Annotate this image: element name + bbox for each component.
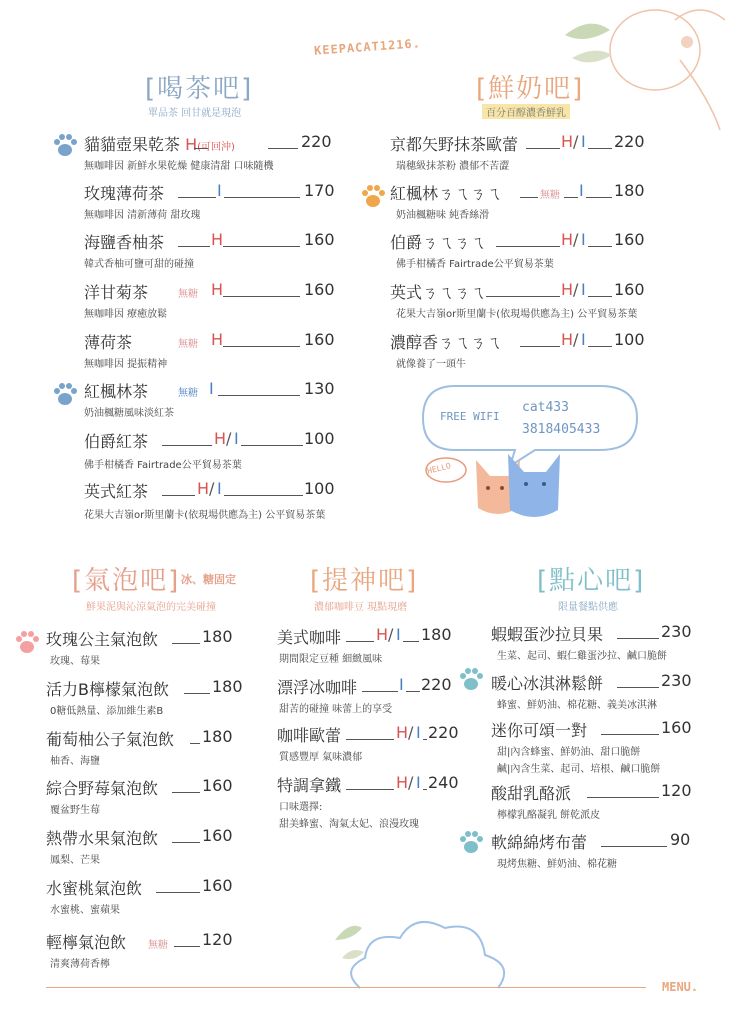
menu-item [84, 280, 167, 320]
no-sugar-tag: 無糖 [178, 388, 198, 399]
hot-option: H [211, 230, 224, 249]
snack-section-subtitle: 限量餐點供應 [558, 602, 618, 613]
item-name: 軟綿綿烤布蕾 [491, 833, 588, 852]
item-price: 160 [202, 876, 233, 895]
item-desc: 鳳梨、芒果 [50, 855, 100, 866]
item-desc: 無咖啡因 療癒放鬆 [84, 309, 168, 320]
item-name: 紅楓林ㄋㄟㄋㄟ [390, 184, 503, 203]
menu-item [390, 330, 502, 370]
menu-item [84, 181, 200, 221]
item-name: 玫瑰公主氣泡飲 [46, 630, 159, 649]
menu-item [390, 280, 637, 320]
item-name: 玫瑰薄荷茶 [84, 184, 165, 203]
item-price: 160 [661, 718, 692, 737]
item-name: 英式ㄋㄟㄋㄟ [390, 283, 487, 302]
iced-option: I [579, 181, 584, 200]
item-desc: 玫瑰、莓果 [50, 656, 100, 667]
option-separator: / [573, 230, 579, 249]
item-name: 貓貓壺果乾茶 [84, 135, 181, 154]
item-desc: 佛手柑橘香 Fairtrade公平貿易茶葉 [396, 259, 554, 270]
item-desc: 現烤焦糖、鮮奶油、棉花糖 [497, 859, 617, 870]
option-separator: / [408, 773, 414, 792]
menu-item [390, 230, 554, 270]
menu-item [46, 826, 158, 866]
option-separator: / [209, 479, 215, 498]
item-desc: 無咖啡因 新鮮水果乾燥 健康清甜 口味隨機 [84, 161, 274, 172]
option-separator: / [226, 429, 232, 448]
option-separator: / [408, 723, 414, 742]
item-name: 暖心冰淇淋鬆餅 [491, 674, 604, 693]
item-desc: 蜂蜜、鮮奶油、棉花糖、義美冰淇淋 [497, 700, 657, 711]
hot-option: H [396, 773, 409, 792]
wifi-password: 3818405433 [522, 422, 601, 437]
item-price: 180 [212, 677, 243, 696]
item-price: 90 [670, 830, 691, 849]
menu-item [84, 379, 174, 419]
iced-option: I [581, 132, 586, 151]
menu-item [46, 627, 158, 667]
item-price: 180 [202, 727, 233, 746]
item-price: 180 [614, 181, 645, 200]
item-name: 葡萄柚公子氣泡飲 [46, 730, 175, 749]
menu-item [390, 132, 518, 172]
item-price: 100 [614, 330, 645, 349]
item-price: 220 [428, 723, 459, 742]
refill-note: (可回沖) [197, 142, 235, 153]
item-desc-line2: 鹹|內含生菜、起司、培根、鹹口脆餅 [497, 764, 661, 775]
wifi-label: FREE WIFI [440, 410, 500, 423]
cats-illustration [418, 448, 588, 528]
no-sugar-tag: 無糖 [178, 339, 198, 350]
tea-section-title: [喝茶吧] [145, 74, 254, 104]
item-price: 160 [304, 330, 335, 349]
bunny-doodle [560, 0, 730, 140]
paw-icon [458, 667, 484, 693]
sparkling-section-subtitle: 鮮果泥與沁涼氣泡的完美碰撞 [86, 602, 216, 613]
item-price: 160 [614, 230, 645, 249]
item-price: 160 [304, 280, 335, 299]
item-desc: 甜苦的碰撞 味蕾上的享受 [279, 704, 393, 715]
menu-item [277, 723, 362, 763]
item-desc: 柚香、海鹽 [50, 756, 100, 767]
hot-option: H [561, 280, 574, 299]
milk-section-title: [鮮奶吧] [476, 74, 585, 104]
iced-option: I [234, 429, 239, 448]
menu-item [46, 776, 158, 816]
iced-option: I [416, 773, 421, 792]
item-name: 英式紅茶 [84, 482, 149, 501]
hot-option: H [561, 230, 574, 249]
menu-item [491, 718, 660, 775]
item-name: 活力B檸檬氣泡飲 [46, 680, 169, 699]
menu-item [46, 876, 142, 916]
menu-item [84, 230, 194, 270]
option-separator: / [573, 132, 579, 151]
menu-item [277, 675, 392, 715]
no-sugar-tag: 無糖 [540, 190, 560, 201]
hot-option: H [396, 723, 409, 742]
item-price: 220 [421, 675, 452, 694]
footer-divider [46, 987, 646, 988]
cloud-doodle [330, 910, 530, 990]
footer-menu-label: MENU. [662, 980, 699, 994]
item-name: 輕檸氣泡飲 [46, 933, 127, 952]
iced-option: I [396, 625, 401, 644]
hello-text: HELLO [426, 461, 452, 476]
item-desc: 0糖低熱量、添加維生素B [50, 706, 164, 717]
item-price: 120 [661, 781, 692, 800]
hot-option: H [214, 429, 227, 448]
no-sugar-tag: 無糖 [148, 940, 168, 951]
item-desc: 就像養了一頭牛 [396, 359, 466, 370]
item-desc: 奶油楓糖味 純香絲滑 [396, 210, 490, 221]
paw-icon [458, 830, 484, 856]
hot-option: H [561, 132, 574, 151]
no-sugar-tag: 無糖 [178, 289, 198, 300]
item-desc: 韓式香柚可鹽可甜的碰撞 [84, 259, 194, 270]
item-price: 230 [661, 622, 692, 641]
hot-option: H [561, 330, 574, 349]
item-desc: 瑞穗級抹茶粉 濃郁不苦澀 [396, 161, 510, 172]
hot-option: H [376, 625, 389, 644]
item-name: 海鹽香柚茶 [84, 233, 165, 252]
item-price: 160 [202, 826, 233, 845]
brand-handle: KEEPACAT1216. [313, 36, 422, 58]
item-desc-line2: 甜美蜂蜜、淘氣太妃、浪漫玫瑰 [279, 819, 419, 830]
item-desc: 覆盆野生莓 [50, 805, 100, 816]
item-name: 水蜜桃氣泡飲 [46, 879, 143, 898]
menu-item [84, 132, 274, 172]
iced-option: I [217, 479, 222, 498]
item-price: 220 [614, 132, 645, 151]
menu-item [277, 625, 382, 665]
menu-item [390, 181, 502, 221]
option-separator: / [388, 625, 394, 644]
paw-icon [360, 184, 386, 210]
iced-option: I [581, 330, 586, 349]
menu-item [491, 671, 657, 711]
menu-item [491, 830, 617, 870]
item-price: 180 [421, 625, 452, 644]
item-name: 蝦蝦蛋沙拉貝果 [491, 625, 604, 644]
item-desc: 生菜、起司、蝦仁雞蛋沙拉、鹹口脆餅 [497, 651, 667, 662]
milk-section-subtitle: 百分百醇濃香鮮乳 [482, 104, 570, 119]
item-name: 漂浮冰咖啡 [277, 678, 358, 697]
sparkling-title-note: 冰、糖固定 [181, 573, 236, 586]
iced-option: I [416, 723, 421, 742]
item-price: 170 [304, 181, 335, 200]
item-desc: 期間限定豆種 細緻風味 [279, 654, 383, 665]
item-desc: 花果大吉嶺or斯里蘭卡(依現場供應為主) 公平貿易茶葉 [84, 510, 326, 521]
item-name: 伯爵紅茶 [84, 432, 149, 451]
item-name: 迷你可頌一對 [491, 721, 588, 740]
item-name: 紅楓林茶 [84, 382, 149, 401]
iced-option: I [217, 181, 222, 200]
item-desc: 無咖啡因 提振精神 [84, 359, 168, 370]
hot-option: H [211, 330, 224, 349]
item-price: 100 [304, 479, 335, 498]
item-name: 特調拿鐵 [277, 776, 342, 795]
menu-item [46, 930, 126, 970]
item-name: 酸甜乳酪派 [491, 784, 572, 803]
hot-option: H [185, 135, 198, 154]
menu-item [491, 622, 667, 662]
item-price: 120 [202, 930, 233, 949]
item-price: 100 [304, 429, 335, 448]
item-name: 熱帶水果氣泡飲 [46, 829, 159, 848]
tea-section-subtitle: 單品茶 回甘就是現泡 [148, 108, 242, 119]
item-price: 130 [304, 379, 335, 398]
iced-option: I [209, 379, 214, 398]
hot-option: H [211, 280, 224, 299]
sparkling-section-title: [氣泡吧] [72, 566, 181, 596]
menu-item [46, 727, 174, 767]
paw-icon [52, 382, 78, 408]
item-name: 美式咖啡 [277, 628, 342, 647]
item-name: 洋甘菊茶 [84, 283, 149, 302]
menu-item [46, 677, 169, 717]
item-name: 濃醇香ㄋㄟㄋㄟ [390, 333, 503, 352]
item-desc: 甜|內含蜂蜜、鮮奶油、甜口脆餅 [497, 747, 641, 758]
item-name: 綜合野莓氣泡飲 [46, 779, 159, 798]
item-desc: 口味選擇: [279, 802, 323, 813]
item-price: 160 [614, 280, 645, 299]
item-desc: 奶油楓糖風味淡紅茶 [84, 408, 174, 419]
option-separator: / [573, 280, 579, 299]
item-desc: 質感豐厚 氣味濃郁 [279, 752, 363, 763]
wifi-ssid: cat433 [522, 400, 569, 415]
item-name: 伯爵ㄋㄟㄋㄟ [390, 233, 487, 252]
item-name: 京都矢野抹茶歐蕾 [390, 135, 519, 154]
paw-icon [14, 630, 40, 656]
hot-option: H [197, 479, 210, 498]
item-desc: 花果大吉嶺or斯里蘭卡(依現場供應為主) 公平貿易茶葉 [396, 309, 638, 320]
item-price: 220 [301, 132, 332, 151]
iced-option: I [399, 675, 404, 694]
item-price: 160 [202, 776, 233, 795]
snack-section-title: [點心吧] [537, 566, 646, 596]
item-desc: 水蜜桃、蜜蘋果 [50, 905, 120, 916]
item-price: 230 [661, 671, 692, 690]
item-desc: 清爽薄荷香檸 [50, 959, 110, 970]
item-desc: 佛手柑橘香 Fairtrade公平貿易茶葉 [84, 460, 242, 471]
option-separator: / [573, 330, 579, 349]
iced-option: I [581, 280, 586, 299]
item-name: 薄荷茶 [84, 333, 133, 352]
iced-option: I [581, 230, 586, 249]
item-desc: 檸檬乳酪凝乳 餅乾派皮 [497, 810, 601, 821]
coffee-section-subtitle: 濃郁咖啡豆 現點現磨 [314, 602, 408, 613]
item-price: 180 [202, 627, 233, 646]
menu-item [491, 781, 600, 821]
item-name: 咖啡歐蕾 [277, 726, 342, 745]
menu-item [84, 330, 167, 370]
item-desc: 無咖啡因 清新薄荷 甜玫瑰 [84, 210, 201, 221]
coffee-section-title: [提神吧] [310, 566, 419, 596]
item-price: 160 [304, 230, 335, 249]
paw-icon [52, 133, 78, 159]
item-price: 240 [428, 773, 459, 792]
